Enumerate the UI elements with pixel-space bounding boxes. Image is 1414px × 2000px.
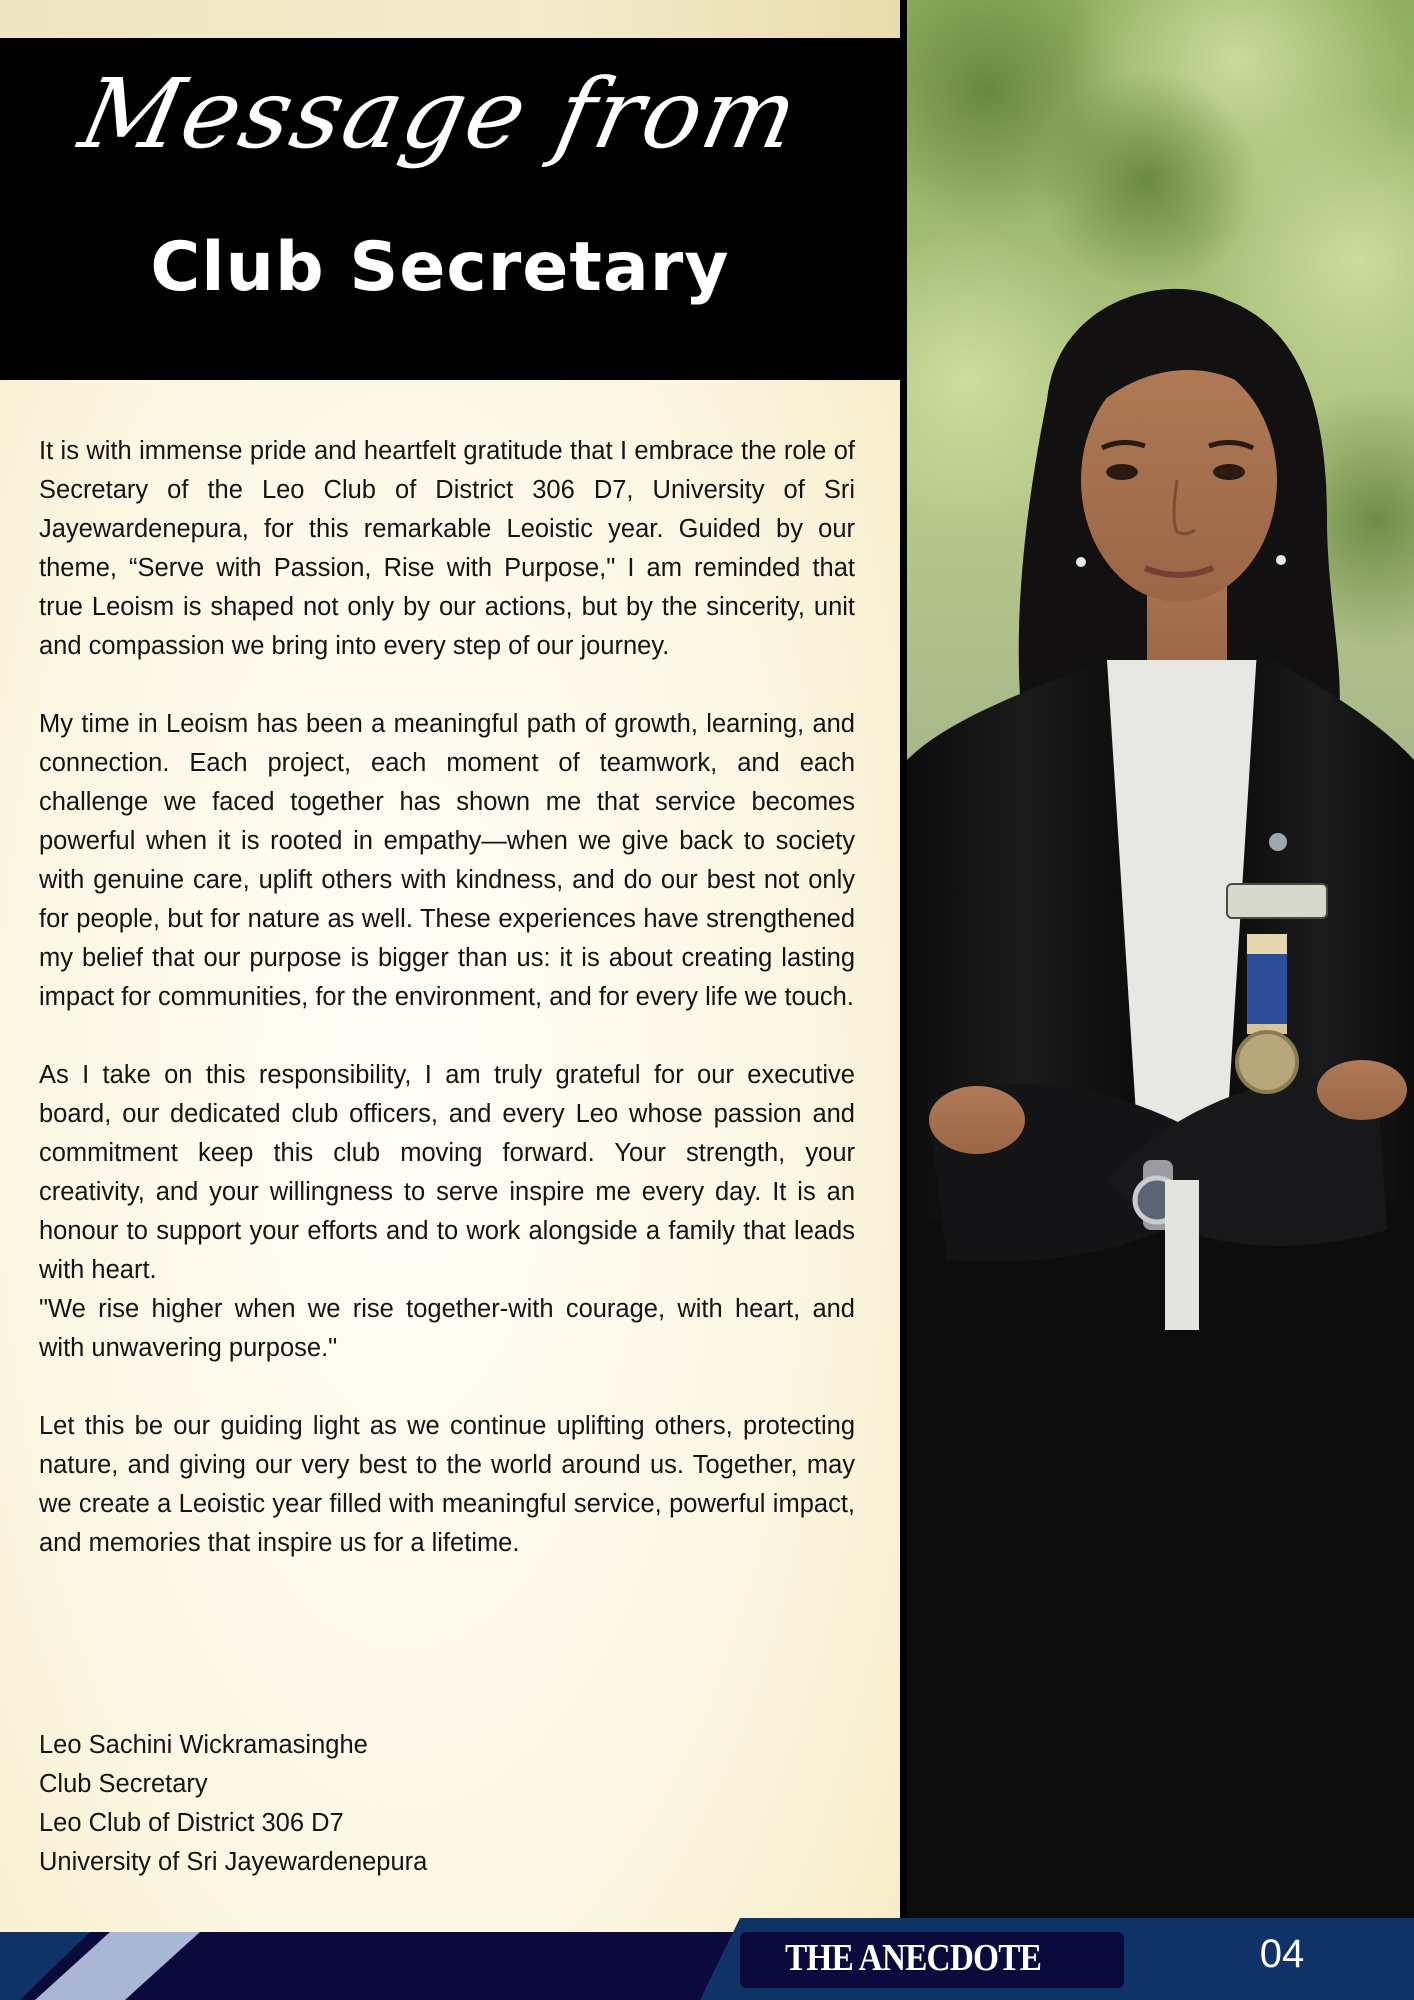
message-paragraph: My time in Leoism has been a meaningful path of growth, learning, and connection. Each project, each moment of teamwork, and each challenge we faced together has shown me that service becomes powerful when it is rooted in empathy—when we give back to society with genuine care, uplift others with kindness, and do our best not only for people, but for nature as well. These experiences have strengthened my belief that our purpose is bigger than us: it is about creating lasting impact for communities, for the environment, and for every life we touch. (39, 710, 855, 1011)
message-body (39, 432, 855, 1602)
top-strip (0, 0, 900, 38)
message-paragraph: As I take on this responsibility, I am truly grateful for our executive board, our dedicated club officers, and every Leo whose passion and commitment keep this club moving forward. Your strength, your creativity, and your willingness to serve inspire me every day. It is an honour to support your efforts and to work alongside a family that leads with heart. (39, 1061, 855, 1284)
signature-role: Club Secretary (39, 1770, 208, 1798)
message-quote: "We rise higher when we rise together-with courage, with heart, and with unwavering purpose." (39, 1295, 855, 1362)
page-number: 04 (1259, 1932, 1305, 1976)
page-title: Club Secretary (150, 228, 730, 307)
signature-block (39, 1726, 855, 1882)
message-paragraph: It is with immense pride and heartfelt gratitude that I embrace the role of Secretary of the Leo Club of District 306 D7, University of Sri Jayewardenepura, for this remarkable Leoistic year. Guided by our theme, “Serve with Passion, Rise with Purpose," I am reminded that true Leoism is shaped not only by our actions, but by the sincerity, unit and compassion we bring into every step of our journey. (39, 437, 855, 660)
footer-brand: THE ANECDOTE (784, 1937, 1042, 1979)
secretary-portrait-photo (907, 0, 1414, 1920)
column-divider (900, 0, 907, 1920)
header-script-title: Message from (71, 58, 809, 170)
footer-bar (0, 1918, 1414, 2000)
message-paragraph: Let this be our guiding light as we continue uplifting others, protecting nature, and giving our very best to the world around us. Together, may we create a Leoistic year filled with meaningful service, powerful impact, and memories that inspire us for a lifetime. (39, 1412, 855, 1557)
signature-university: University of Sri Jayewardenepura (39, 1848, 428, 1876)
signature-club: Leo Club of District 306 D7 (39, 1809, 344, 1837)
signature-name: Leo Sachini Wickramasinghe (39, 1731, 368, 1759)
